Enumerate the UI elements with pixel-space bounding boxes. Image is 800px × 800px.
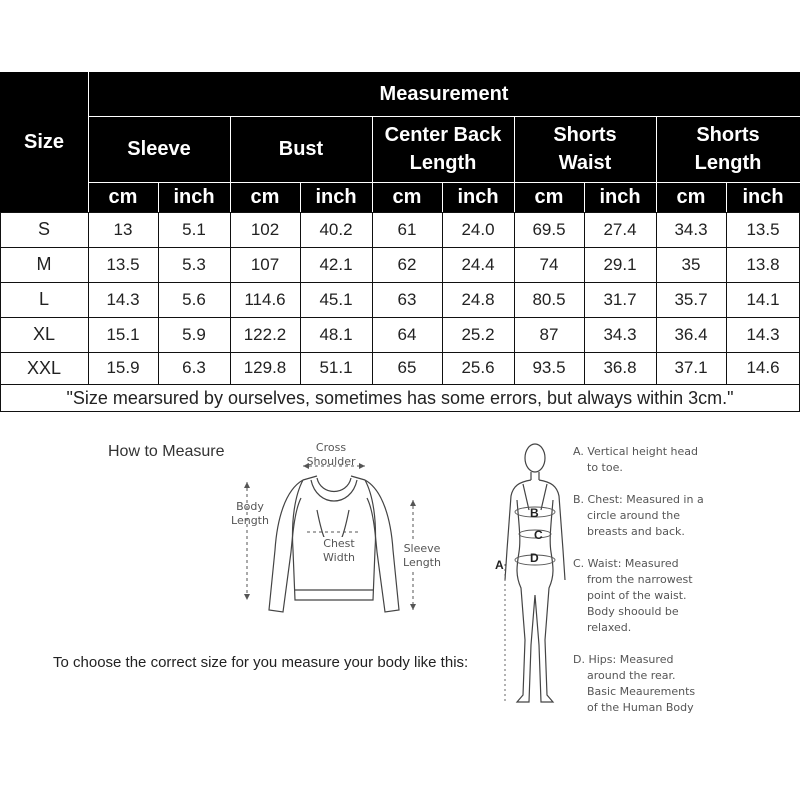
table-cell: 29.1 <box>584 247 656 282</box>
header-separator <box>88 182 800 183</box>
header-separator <box>442 182 443 212</box>
table-cell: 25.6 <box>442 352 514 384</box>
group-header-line2: Length <box>694 152 762 174</box>
table-cell: 13.8 <box>726 247 800 282</box>
col-line <box>300 212 301 384</box>
unit-header: inch <box>158 182 230 212</box>
group-header-line1: Shorts <box>553 124 617 146</box>
measure-instruction: To choose the correct size for you measure your body like this: <box>53 654 469 671</box>
group-header-line1: Shorts <box>696 124 760 146</box>
table-cell: 42.1 <box>300 247 372 282</box>
table-cell: 14.1 <box>726 282 800 317</box>
table-cell: 102 <box>230 212 300 247</box>
row-line <box>0 317 800 318</box>
table-cell: 15.9 <box>88 352 158 384</box>
group-header-3 <box>514 116 656 182</box>
size-label: S <box>0 212 88 247</box>
note-d-hips: D. Hips: Measured around the rear. Basic Meaurements of the Human Body <box>573 653 696 714</box>
unit-header: cm <box>656 182 726 212</box>
group-header-0 <box>88 116 230 182</box>
table-cell: 80.5 <box>514 282 584 317</box>
table-cell: 35.7 <box>656 282 726 317</box>
size-label: XL <box>0 317 88 352</box>
table-cell: 5.1 <box>158 212 230 247</box>
table-cell: 14.3 <box>726 317 800 352</box>
measurement-note: "Size mearsured by ourselves, sometimes has some errors, but always within 3cm." <box>66 387 734 408</box>
table-cell: 37.1 <box>656 352 726 384</box>
col-line <box>0 212 1 384</box>
note-a-vertical-height: A. Vertical height head to toe. <box>573 445 699 474</box>
cross-shoulder-label: Cross Shoulder <box>306 441 356 468</box>
table-cell: 69.5 <box>514 212 584 247</box>
size-label: L <box>0 282 88 317</box>
unit-header: inch <box>442 182 514 212</box>
how-to-measure-title: How to Measure <box>108 443 225 460</box>
table-cell: 51.1 <box>300 352 372 384</box>
row-line <box>0 212 800 213</box>
col-line <box>442 212 443 384</box>
col-line <box>726 212 727 384</box>
table-cell: 40.2 <box>300 212 372 247</box>
body-letter-b: B <box>530 506 539 520</box>
human-body-figure <box>495 440 575 710</box>
row-line <box>0 282 800 283</box>
table-cell: 13 <box>88 212 158 247</box>
table-cell: 31.7 <box>584 282 656 317</box>
header-separator <box>514 116 515 212</box>
table-cell: 6.3 <box>158 352 230 384</box>
header-separator <box>726 182 727 212</box>
chest-width-label: Chest Width <box>316 537 362 565</box>
body-letter-d: D <box>530 551 539 565</box>
body-letter-c: C <box>534 528 543 542</box>
table-cell: 107 <box>230 247 300 282</box>
unit-header: cm <box>514 182 584 212</box>
table-cell: 13.5 <box>88 247 158 282</box>
size-label: XXL <box>0 352 88 384</box>
table-cell: 36.4 <box>656 317 726 352</box>
header-separator <box>372 116 373 212</box>
group-header-2 <box>372 116 514 182</box>
table-cell: 62 <box>372 247 442 282</box>
table-cell: 122.2 <box>230 317 300 352</box>
unit-header: inch <box>300 182 372 212</box>
table-cell: 24.0 <box>442 212 514 247</box>
unit-header: cm <box>372 182 442 212</box>
table-cell: 63 <box>372 282 442 317</box>
header-separator <box>230 116 231 212</box>
group-header-line1: Center Back <box>384 124 502 146</box>
row-line <box>0 352 800 353</box>
table-cell: 13.5 <box>726 212 800 247</box>
unit-header: inch <box>584 182 656 212</box>
note-b-chest: B. Chest: Measured in a circle around the breasts and back. <box>573 493 704 538</box>
measurement-header: Measurement <box>88 72 800 116</box>
table-cell: 25.2 <box>442 317 514 352</box>
table-cell: 27.4 <box>584 212 656 247</box>
header-separator <box>584 182 585 212</box>
table-cell: 5.3 <box>158 247 230 282</box>
table-cell: 35 <box>656 247 726 282</box>
table-cell: 14.3 <box>88 282 158 317</box>
group-header-4 <box>656 116 800 182</box>
table-cell: 5.9 <box>158 317 230 352</box>
body-length-label: Body Length <box>231 500 269 527</box>
group-header-line1: Bust <box>278 138 324 160</box>
group-header-line2: Length <box>409 152 477 174</box>
group-header-line2: Waist <box>558 152 612 174</box>
unit-header: inch <box>726 182 800 212</box>
col-line <box>88 212 89 384</box>
col-line <box>656 212 657 384</box>
table-cell: 34.3 <box>584 317 656 352</box>
table-cell: 36.8 <box>584 352 656 384</box>
table-cell: 45.1 <box>300 282 372 317</box>
table-cell: 61 <box>372 212 442 247</box>
sleeve-length-label: Sleeve Length <box>398 542 446 570</box>
group-header-1 <box>230 116 372 182</box>
group-header-line1: Sleeve <box>127 138 191 160</box>
unit-header: cm <box>88 182 158 212</box>
table-cell: 129.8 <box>230 352 300 384</box>
size-column-header: Size <box>0 72 88 212</box>
table-cell: 93.5 <box>514 352 584 384</box>
size-label: M <box>0 247 88 282</box>
table-cell: 64 <box>372 317 442 352</box>
col-line <box>158 212 159 384</box>
row-line <box>0 247 800 248</box>
table-cell: 114.6 <box>230 282 300 317</box>
size-chart-table <box>0 72 800 412</box>
table-cell: 87 <box>514 317 584 352</box>
header-separator <box>656 116 657 212</box>
table-cell: 15.1 <box>88 317 158 352</box>
table-cell: 65 <box>372 352 442 384</box>
header-separator <box>300 182 301 212</box>
col-line <box>230 212 231 384</box>
table-cell: 24.4 <box>442 247 514 282</box>
col-line <box>584 212 585 384</box>
table-cell: 5.6 <box>158 282 230 317</box>
col-line <box>514 212 515 384</box>
note-c-waist: C. Waist: Measured from the narrowest point of the waist. Body shoould be relaxed. <box>573 557 693 634</box>
header-separator <box>88 72 89 212</box>
table-cell: 34.3 <box>656 212 726 247</box>
header-separator <box>158 182 159 212</box>
unit-header: cm <box>230 182 300 212</box>
header-separator <box>88 116 800 117</box>
table-cell: 74 <box>514 247 584 282</box>
table-cell: 48.1 <box>300 317 372 352</box>
table-cell: 24.8 <box>442 282 514 317</box>
table-cell: 14.6 <box>726 352 800 384</box>
body-letter-a: A <box>495 558 504 572</box>
col-line <box>372 212 373 384</box>
